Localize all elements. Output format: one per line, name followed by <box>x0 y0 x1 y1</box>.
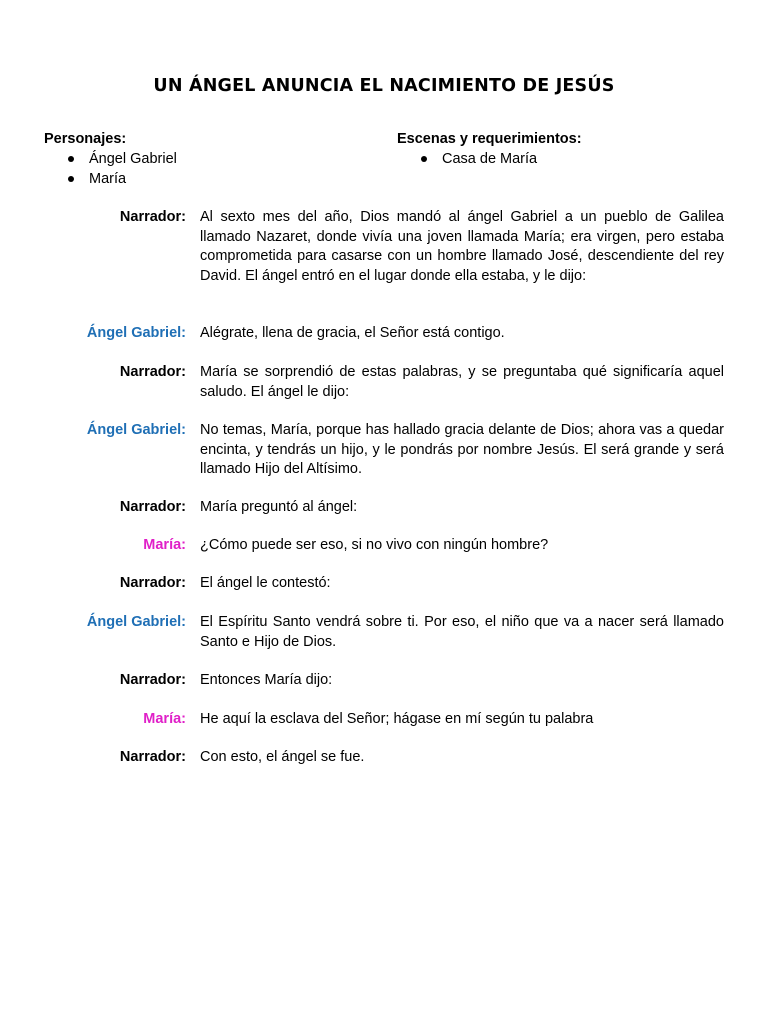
dialogue-text: Con esto, el ángel se fue. <box>200 749 365 765</box>
bullet-icon <box>421 156 427 162</box>
dialogue-text: ¿Cómo puede ser eso, si no vivo con ningún hombre? <box>200 537 549 553</box>
speaker-label: Ángel Gabriel: <box>86 614 186 630</box>
speaker-label: Narrador: <box>119 749 186 765</box>
dialogue-text: No temas, María, porque has hallado gracia delante de Dios; ahora vas a quedar encinta, y tendrás un hijo, y le pondrás por nombre Jesús. El será grande y será llamado Hijo del Altísimo. <box>200 422 724 477</box>
dialogue-text: Al sexto mes del año, Dios mandó al ángel Gabriel a un pueblo de Galilea llamado Nazaret, donde vivía una joven llamada María; era virgen, pero estaba comprometida para casarse con un hombre llamado José, descendiente del rey David. El ángel entró en el lugar donde ella estaba, y le dijo: <box>200 209 724 284</box>
personajes-section <box>44 129 177 189</box>
bullet-icon <box>68 156 74 162</box>
speaker-label: Narrador: <box>119 364 186 380</box>
speaker-label: Ángel Gabriel: <box>86 422 186 438</box>
speaker-label: Narrador: <box>119 672 186 688</box>
escenas-list <box>397 149 582 169</box>
speaker-label: Narrador: <box>119 499 186 515</box>
bullet-icon <box>68 176 74 182</box>
list-item <box>44 169 177 189</box>
speaker-label: María: <box>143 537 186 553</box>
list-item <box>397 149 582 169</box>
dialogue-text: El ángel le contestó: <box>200 575 331 591</box>
speaker-label: Ángel Gabriel: <box>86 325 186 341</box>
personaje-label: Ángel Gabriel <box>89 151 177 167</box>
dialogue-text: María preguntó al ángel: <box>200 499 358 515</box>
escenas-section <box>397 129 582 169</box>
escena-label: Casa de María <box>442 151 538 167</box>
dialogue-text: Entonces María dijo: <box>200 672 333 688</box>
document-title: UN ÁNGEL ANUNCIA EL NACIMIENTO DE JESÚS <box>153 76 615 96</box>
speaker-label: Narrador: <box>119 209 186 225</box>
dialogue-text: El Espíritu Santo vendrá sobre ti. Por eso, el niño que va a nacer será llamado Santo e Hijo de Dios. <box>200 614 724 650</box>
personajes-heading: Personajes: <box>44 131 127 147</box>
personajes-list <box>44 149 177 189</box>
escenas-heading: Escenas y requerimientos: <box>397 131 582 147</box>
speaker-label: Narrador: <box>119 575 186 591</box>
dialogue-text: He aquí la esclava del Señor; hágase en mí según tu palabra <box>200 711 594 727</box>
list-item <box>44 149 177 169</box>
personaje-label: María <box>89 171 127 187</box>
dialogue-text: María se sorprendió de estas palabras, y se preguntaba qué significaría aquel saludo. El ángel le dijo: <box>200 364 724 400</box>
dialogue-text: Alégrate, llena de gracia, el Señor está contigo. <box>200 325 505 341</box>
speaker-label: María: <box>143 711 186 727</box>
